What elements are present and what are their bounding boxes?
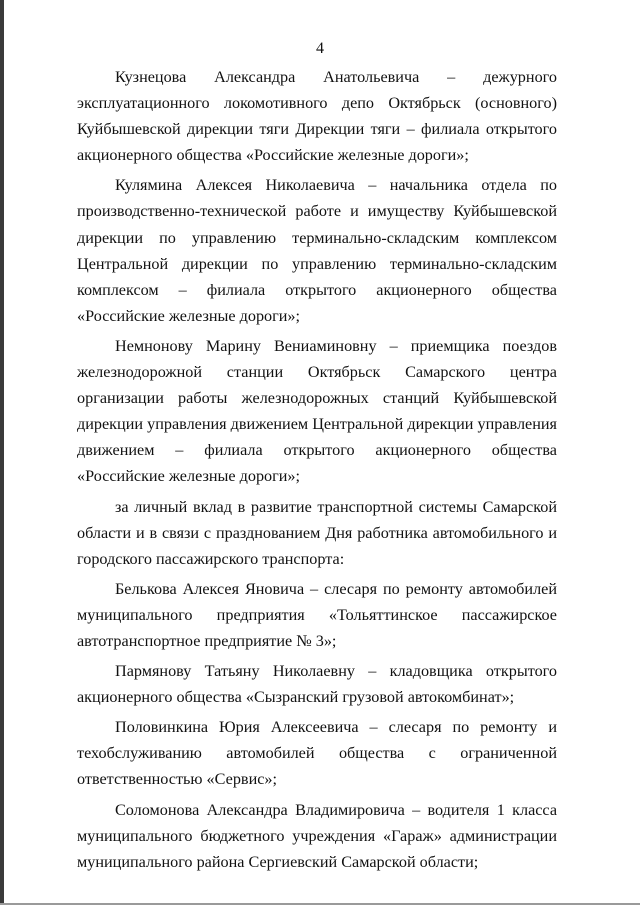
paragraph-polovinkin: Половинкина Юрия Алексеевича – слесаря по ремонту и техобслуживанию автомобилей общества с ограниченной ответственностью «Сервис»;	[77, 718, 557, 789]
paragraph-parmyanova: Пармянову Татьяну Николаевну – кладовщика открытого акционерного общества «Сызранский грузовой автокомбинат»;	[77, 662, 557, 707]
paragraph-solomonov: Соломонова Александра Владимировича – водителя 1 класса муниципального бюджетного учреждения «Гараж» администрации муниципального района Сергиевский Самарской области;	[77, 800, 557, 871]
document-body	[77, 64, 557, 879]
paragraph-award-reason: за личный вклад в развитие транспортной системы Самарской области и в связи с празднованием Дня работника автомобильного и городского пассажирского транспорта:	[77, 497, 557, 568]
paragraph-belkov: Белькова Алексея Яновича – слесаря по ремонту автомобилей муниципального предприятия «Тольяттинское пассажирское автотранспортное предприятие № 3»;	[77, 579, 557, 650]
scan-left-edge	[0, 0, 4, 905]
page-number: 4	[316, 40, 324, 57]
paragraph-kuznetsova: Кузнецова Александра Анатольевича – дежурного эксплуатационного локомотивного депо Октябрьск (основного) Куйбышевской дирекции тяги Дирекции тяги – филиала открытого акционерного общества «Российские железные дороги»;	[77, 68, 557, 165]
paragraph-kulyamin: Кулямина Алексея Николаевича – начальника отдела по производственно-технической работе и имуществу Куйбышевской дирекции по управлению терминально-складским комплексом Центральной дирекции по управлению терминально-складским комплексом – филиала открытого акционерного общества «Российские железные дороги»;	[77, 176, 557, 325]
paragraph-nemnonova: Немнонову Марину Вениаминовну – приемщика поездов железнодорожной станции Октябрьск Самарского центра организации работы железнодорожных станций Куйбышевской дирекции управления движением Центральной дирекции управления движением – филиала открытого акционерного общества «Российские железные дороги»;	[77, 336, 557, 486]
